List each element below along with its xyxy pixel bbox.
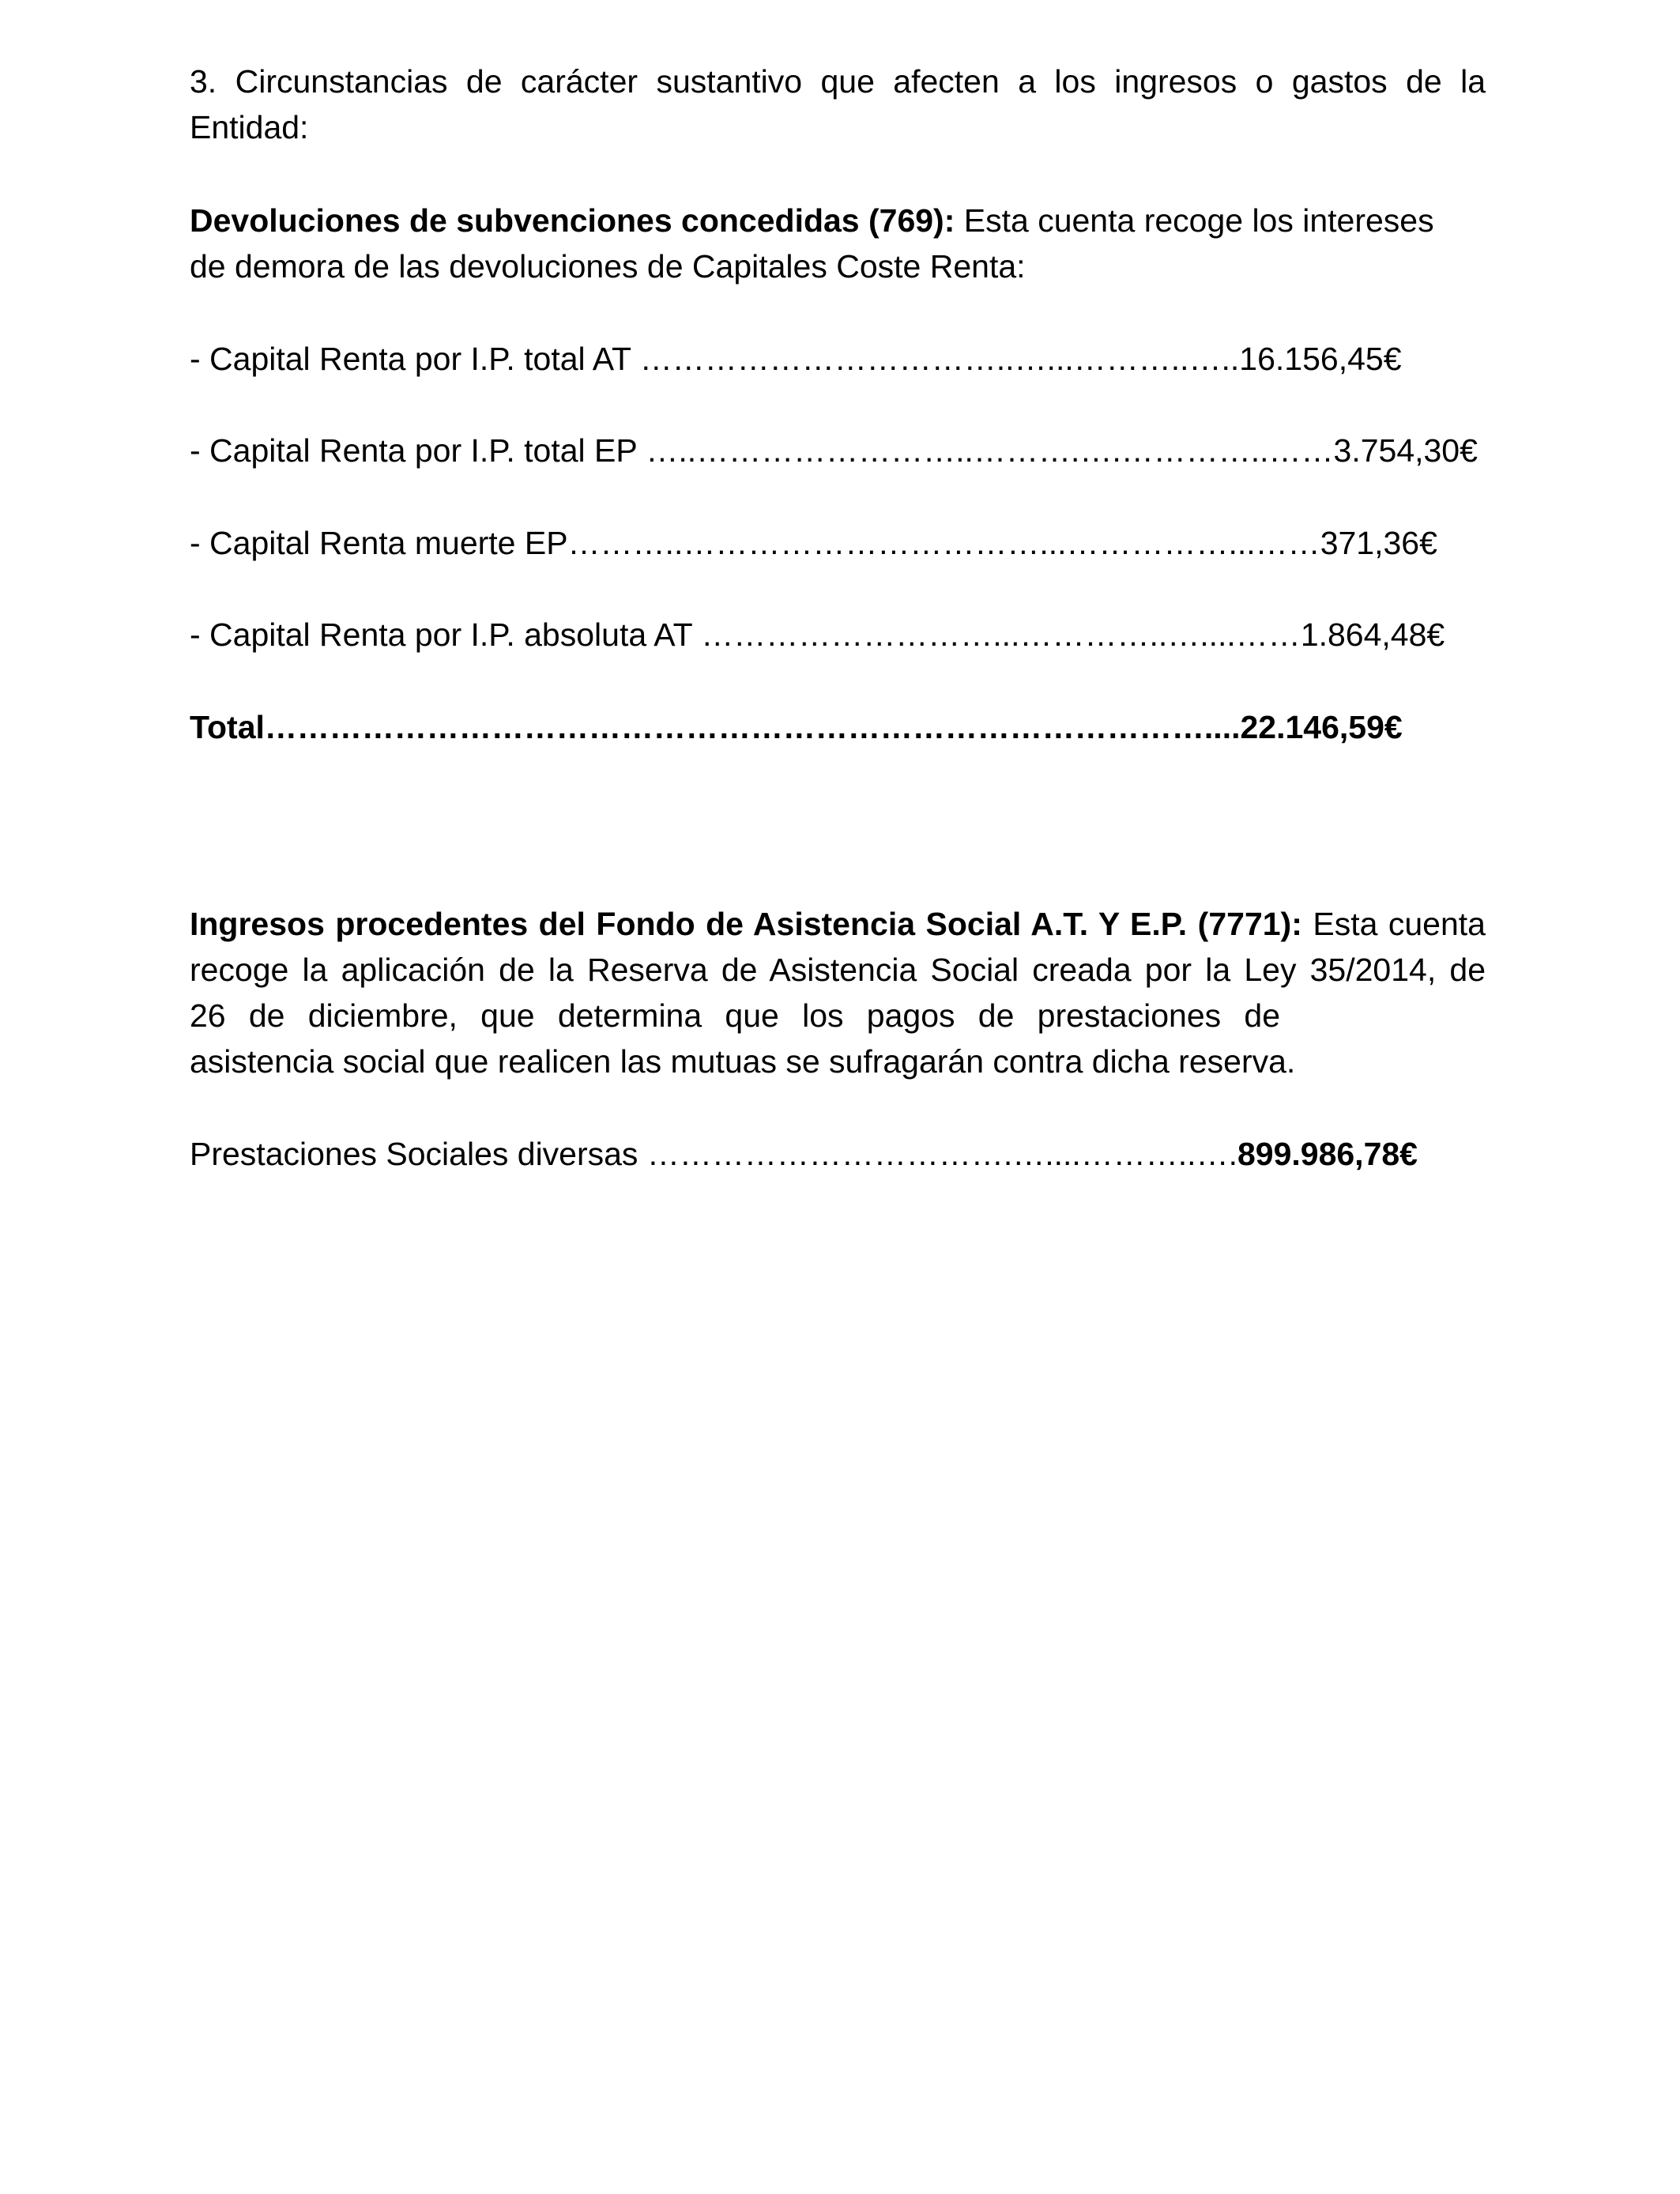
total-amount: 22.146,59€ (1240, 709, 1403, 745)
row-leader: ………..……………………………...……………...…… (567, 525, 1320, 561)
section-heading-line2: Entidad: (190, 109, 309, 145)
ingresos-line1: Esta cuenta (1301, 906, 1486, 942)
prestaciones-amount: 899.986,78€ (1237, 1136, 1418, 1172)
ingresos-line4: asistencia social que realicen las mutuas se sufragarán contra dicha reserva. (190, 1043, 1296, 1080)
row-amount: 371,36€ (1320, 525, 1437, 561)
section-heading-line1: 3. Circunstancias de carácter sustantivo que afecten a los ingresos o gastos de la (190, 63, 1486, 100)
row-amount: 3.754,30€ (1333, 432, 1478, 469)
row-label: - Capital Renta por I.P. absoluta AT (190, 616, 702, 653)
row-amount: 16.156,45€ (1239, 341, 1402, 377)
section-heading (190, 58, 1486, 150)
capital-renta-row (190, 428, 1478, 473)
prestaciones-leader: …………………………….…....………..…. (646, 1136, 1237, 1172)
capital-renta-row (190, 336, 1470, 382)
prestaciones-label: Prestaciones Sociales diversas (190, 1136, 647, 1172)
row-leader: …..……………………..……….….…………..…… (646, 432, 1334, 469)
ingresos-paragraph (190, 901, 1486, 1084)
row-leader: ……………………………..…...………..….. (639, 341, 1240, 377)
total-row (190, 704, 1470, 750)
capital-renta-row (190, 612, 1470, 658)
row-label: - Capital Renta muerte EP (190, 525, 568, 561)
devoluciones-desc-line2: de demora de las devoluciones de Capitales Coste Renta: (190, 248, 1026, 285)
row-label: - Capital Renta por I.P. total EP (190, 432, 646, 469)
devoluciones-paragraph (190, 198, 1486, 289)
total-label: Total (190, 709, 265, 745)
row-leader: ………………………...…………..…....…… (701, 616, 1301, 653)
row-amount: 1.864,48€ (1300, 616, 1445, 653)
total-leader: …………………………………………………………………………….... (264, 709, 1241, 745)
prestaciones-row (190, 1131, 1470, 1177)
ingresos-line3: 26 de diciembre, que determina que los pagos de prestaciones de (190, 997, 1280, 1034)
capital-renta-row (190, 520, 1470, 566)
ingresos-line2: recoge la aplicación de la Reserva de Asistencia Social creada por la Ley 35/2014, de (190, 952, 1486, 988)
devoluciones-desc-line1: Esta cuenta recoge los intereses (955, 202, 1434, 239)
ingresos-title: Ingresos procedentes del Fondo de Asistencia Social A.T. Y E.P. (7771): (190, 906, 1302, 942)
row-label: - Capital Renta por I.P. total AT (190, 341, 640, 377)
devoluciones-title: Devoluciones de subvenciones concedidas (769): (190, 202, 955, 239)
